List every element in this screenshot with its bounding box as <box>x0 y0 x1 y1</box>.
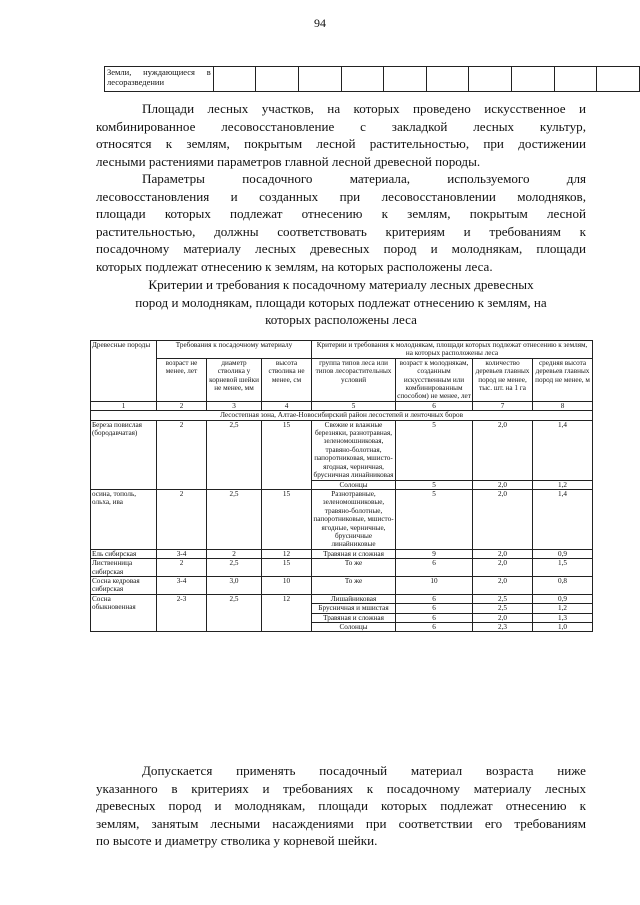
forest-type-cell: Разнотравные, зеленомошниковые, травяно-болотные, папоротниковые, мшисто-ягодные, черничные, брусничные линайниковые <box>313 489 394 549</box>
col-number: 3 <box>207 401 262 410</box>
avg-height-cell: 1,5 <box>533 559 593 577</box>
count-cell: 2,0 <box>473 420 533 480</box>
col-count-header: количество деревьев главных пород не менее, тыс. шт. на 1 га <box>473 358 533 401</box>
forest-type-cell: Лишайниковая <box>312 594 396 603</box>
table-row <box>91 594 593 603</box>
forest-type-cell: Брусничная и мшистая <box>312 604 396 613</box>
count-cell: 2,5 <box>473 594 533 603</box>
count-cell: 2,0 <box>473 576 533 594</box>
col-forest-type-header: группа типов леса или типов лесорастительных условий <box>312 358 396 401</box>
text-line: Допускается применять посадочный материал возраста ниже <box>142 763 586 778</box>
young-age-cell: 6 <box>396 613 473 622</box>
forest-type-cell: Свежие и влажные березняки, разнотравная, зеленомошниковая, травяно-болотная, папоротниковая, мшисто-ягодная, черничная, брусничная линайниковая <box>312 420 396 480</box>
height-cell: 15 <box>262 420 312 489</box>
table-row <box>91 489 593 549</box>
table-header-row <box>91 341 593 359</box>
text-line: площади которых подлежат отнесению к землям, покрытым лесной <box>96 206 586 222</box>
avg-height-cell: 1,0 <box>533 623 593 632</box>
table-title-line: Критерии и требования к посадочному материалу лесных древесных <box>148 277 534 292</box>
avg-height-cell: 1,2 <box>533 480 593 489</box>
col-age-header: возраст не менее, лет <box>157 358 207 401</box>
height-cell: 12 <box>262 549 312 558</box>
count-cell: 2,5 <box>473 604 533 613</box>
table-title <box>96 276 586 329</box>
paragraph-1 <box>96 100 586 170</box>
avg-height-cell: 0,8 <box>533 576 593 594</box>
diameter-cell: 2 <box>207 549 262 558</box>
forest-type-cell: Солонцы <box>312 480 396 489</box>
text-line: растительностью, должны соответствовать критериям и требованиям к <box>96 223 586 239</box>
forest-type-cell: Солонцы <box>312 623 396 632</box>
text-line: которых подлежат отнесению к землям, на которых расположены леса. <box>96 258 493 274</box>
table-cell <box>597 67 640 92</box>
text-line: лесовосстановления и созданных при лесовосстановлении молодняков, <box>96 188 586 204</box>
count-cell: 2,0 <box>473 613 533 622</box>
count-cell: 2,0 <box>473 559 533 577</box>
zone-row <box>91 411 593 420</box>
table-row <box>91 559 593 577</box>
age-cell: 2-3 <box>157 594 207 632</box>
col-number: 5 <box>312 401 396 410</box>
page-number: 94 <box>314 16 326 30</box>
young-age-cell: 6 <box>396 604 473 613</box>
text-line: Параметры посадочного материала, используемого для <box>142 171 586 186</box>
forest-type-cell: То же <box>312 576 396 594</box>
avg-height-cell: 0,9 <box>533 549 593 558</box>
height-cell: 12 <box>262 594 312 632</box>
avg-height-cell: 1,4 <box>533 420 593 480</box>
zone-cell: Лесостепная зона, Алтае-Новосибирский район лесостепей и ленточных боров <box>91 411 593 420</box>
young-age-cell: 6 <box>396 559 473 577</box>
table-cell <box>341 67 384 92</box>
text-line: по высоте и диаметру стволика у корневой шейки. <box>96 833 378 849</box>
species-cell: осина, тополь, ольха, ива <box>91 489 157 549</box>
criteria-table <box>90 340 593 632</box>
table-title-line: которых расположены леса <box>265 312 417 328</box>
age-cell: 3-4 <box>157 549 207 558</box>
diameter-cell: 2,5 <box>207 420 262 489</box>
col-height-header: высота стволика не менее, см <box>262 358 312 401</box>
count-cell: 2,0 <box>473 549 533 558</box>
top-table-fragment <box>104 66 640 92</box>
text-line: указанного в критериях и требованиях к посадочному материалу лесных <box>96 780 586 796</box>
avg-height-cell: 1,4 <box>533 489 593 549</box>
count-cell: 2,0 <box>473 480 533 489</box>
col-diameter-header: диаметр стволика у корневой шейки не менее, мм <box>207 358 262 401</box>
table-cell <box>426 67 469 92</box>
species-cell: Сосна кедровая сибирская <box>91 576 157 594</box>
height-cell: 15 <box>262 559 312 577</box>
col-avg-height-header: средняя высота деревьев главных пород не менее, м <box>533 358 593 401</box>
text-line: лесными растениями параметров главной лесной древесной породы. <box>96 153 481 169</box>
species-cell: Лиственница сибирская <box>91 559 157 577</box>
forest-type-cell: То же <box>312 559 396 577</box>
diameter-cell: 2,5 <box>207 489 262 549</box>
young-age-cell: 10 <box>396 576 473 594</box>
table-row <box>105 67 640 92</box>
forest-type-cell: Травяная и сложная <box>312 549 396 558</box>
young-age-cell: 6 <box>396 594 473 603</box>
table-cell <box>299 67 342 92</box>
table-cell <box>554 67 597 92</box>
table-cell <box>469 67 512 92</box>
count-cell: 2,0 <box>473 489 533 549</box>
col-number: 6 <box>396 401 473 410</box>
species-cell: Сосна обыкновенная <box>91 594 157 632</box>
table-cell <box>256 67 299 92</box>
age-cell: 2 <box>157 559 207 577</box>
text-line: комбинированное лесовосстановление с закладкой лесных культур, <box>96 118 586 134</box>
diameter-cell: 2,5 <box>207 594 262 632</box>
age-cell: 3-4 <box>157 576 207 594</box>
height-cell: 15 <box>262 489 312 549</box>
height-cell: 10 <box>262 576 312 594</box>
col-number: 4 <box>262 401 312 410</box>
text-line: землям, занятым лесными насаждениями при соответствии его требованиям <box>96 815 586 831</box>
table-row <box>91 576 593 594</box>
table-row <box>91 420 593 480</box>
text-line: относятся к землям, покрытым лесной растительностью, при достижении <box>96 136 586 152</box>
table-cell <box>384 67 427 92</box>
species-cell: Ель сибирская <box>91 549 157 558</box>
column-number-row <box>91 401 593 410</box>
text-line: Площади лесных участков, на которых проведено искусственное и <box>142 101 586 116</box>
text-line: древесных пород и молоднякам, площади которых подлежат отнесению к <box>96 798 586 814</box>
age-cell: 2 <box>157 489 207 549</box>
table-cell <box>213 67 256 92</box>
young-age-cell: 5 <box>396 480 473 489</box>
col-number: 7 <box>473 401 533 410</box>
col-number: 1 <box>91 401 157 410</box>
paragraph-3 <box>96 762 586 850</box>
text-line: посадочному материалу лесных древесных пород и молоднякам, площади <box>96 241 586 257</box>
young-age-cell: 5 <box>396 489 473 549</box>
col-species-header: Древесные породы <box>91 341 157 402</box>
count-cell: 2,3 <box>473 623 533 632</box>
table-cell: Земли, нуждающиеся в лесоразведении <box>105 67 214 92</box>
young-age-cell: 5 <box>396 420 473 480</box>
table-row <box>91 549 593 558</box>
table-cell <box>512 67 555 92</box>
age-cell: 2 <box>157 420 207 489</box>
diameter-cell: 3,0 <box>207 576 262 594</box>
col-young-age-header: возраст к молоднякам, созданным искусственным или комбинированным способом) не менее, лет <box>397 358 471 401</box>
diameter-cell: 2,5 <box>207 559 262 577</box>
avg-height-cell: 1,2 <box>533 604 593 613</box>
table-title-line: пород и молоднякам, площади которых подлежат отнесению к землям, на <box>135 294 547 310</box>
avg-height-cell: 1,3 <box>533 613 593 622</box>
col-number: 2 <box>157 401 207 410</box>
young-age-cell: 9 <box>396 549 473 558</box>
forest-type-cell: Травяная и сложная <box>312 613 396 622</box>
species-cell: Береза повислая (бородавчатая) <box>91 420 157 489</box>
col-group-requirements: Требования к посадочному материалу <box>157 341 312 359</box>
table-header-row <box>91 358 593 401</box>
col-number: 8 <box>533 401 593 410</box>
col-group-criteria: Критерии и требования к молоднякам, площади которых подлежат отнесению к землям, на которых расположены леса <box>312 341 593 359</box>
paragraph-2 <box>96 170 586 276</box>
young-age-cell: 6 <box>396 623 473 632</box>
avg-height-cell: 0,9 <box>533 594 593 603</box>
